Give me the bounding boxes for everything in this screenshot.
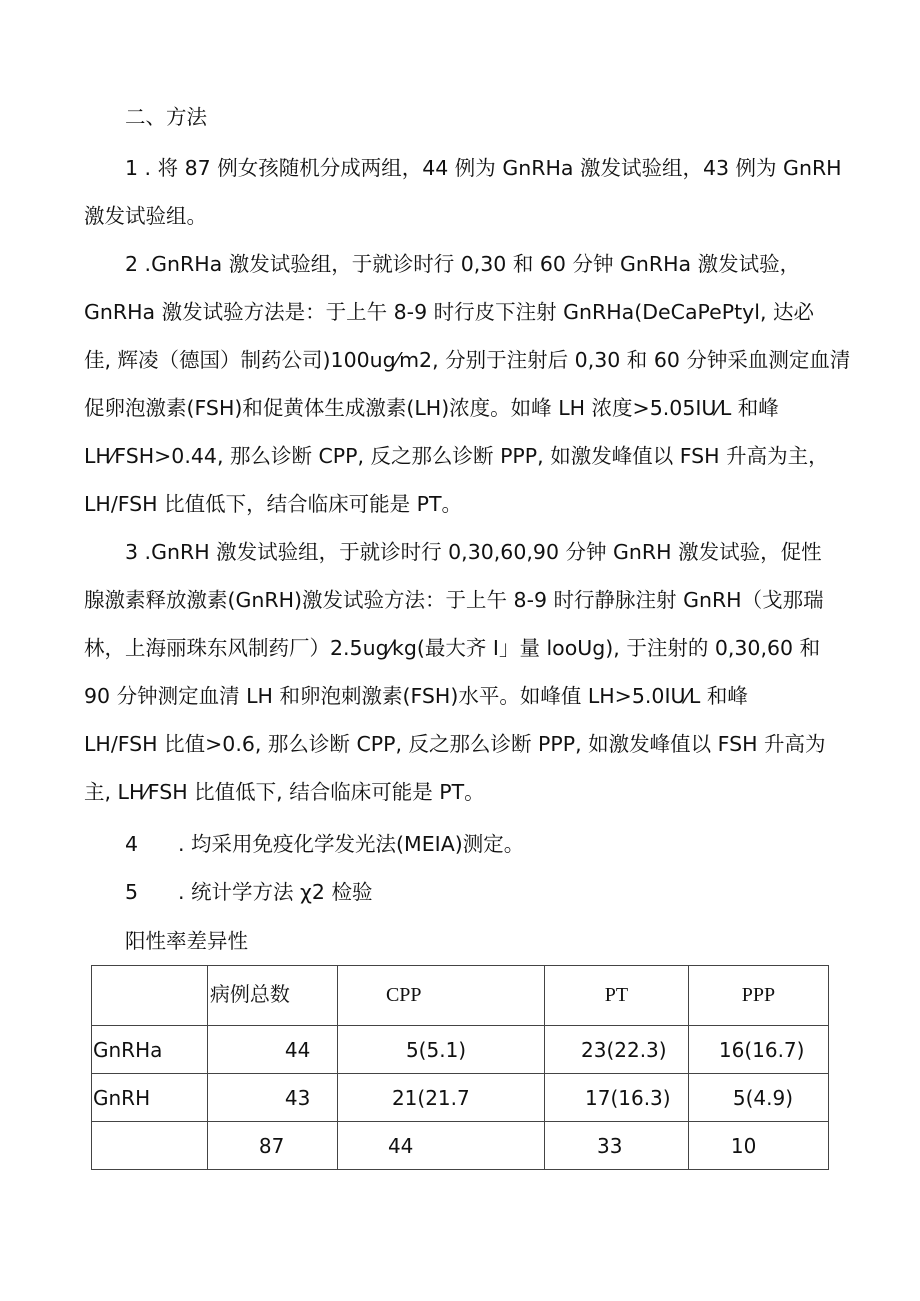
paragraph-3-line-3: 林，上海丽珠东风制药厂）2.5ug⁄kg(最大齐 I」量 looUg), 于注射的 0,30,60 和 xyxy=(84,636,821,660)
table-header-row xyxy=(92,966,829,1026)
table-row xyxy=(92,1122,829,1170)
cell-ppp: 16(16.7) xyxy=(688,1026,828,1074)
paragraph-3-line-5: LH/FSH 比值>0.6, 那么诊断 CPP, 反之那么诊断 PPP, 如激发峰值以 FSH 升高为 xyxy=(84,732,826,756)
paragraph-5-number: 5 xyxy=(125,880,139,904)
table-row xyxy=(92,1026,829,1074)
cell-pt: 17(16.3) xyxy=(545,1074,689,1122)
cell-total: 43 xyxy=(207,1074,337,1122)
cell-ppp: 5(4.9) xyxy=(688,1074,828,1122)
paragraph-2-line-3: 佳, 辉凌（德国）制药公司)100ug⁄m2, 分别于注射后 0,30 和 60 分钟采血测定血清 xyxy=(84,348,851,372)
header-cell-empty xyxy=(92,966,208,1026)
paragraph-4-number: 4 xyxy=(125,832,139,856)
header-cell-cpp: CPP xyxy=(337,966,544,1026)
cell-pt: 23(22.3) xyxy=(545,1026,689,1074)
cell-cpp: 44 xyxy=(337,1122,544,1170)
paragraph-2-line-2: GnRHa 激发试验方法是：于上午 8-9 时行皮下注射 GnRHa(DeCaPePtyl, 达必 xyxy=(84,300,815,324)
row-label xyxy=(92,1122,208,1170)
header-cell-total-cases: 病例总数 xyxy=(207,966,337,1026)
cell-total: 44 xyxy=(207,1026,337,1074)
section-heading: 二、方法 xyxy=(125,105,207,129)
paragraph-3-line-4: 90 分钟测定血清 LH 和卵泡刺激素(FSH)水平。如峰值 LH>5.0IU⁄L 和峰 xyxy=(84,684,748,708)
paragraph-3-line-2: 腺激素释放激素(GnRH)激发试验方法：于上午 8-9 时行静脉注射 GnRH（戈那瑞 xyxy=(84,588,824,612)
paragraph-2-line-5: LH⁄FSH>0.44, 那么诊断 CPP, 反之那么诊断 PPP, 如激发峰值以 FSH 升高为主， xyxy=(84,444,829,468)
header-cell-pt: PT xyxy=(545,966,689,1026)
paragraph-2-line-4: 促卵泡激素(FSH)和促黄体生成激素(LH)浓度。如峰 LH 浓度>5.05IU⁄L 和峰 xyxy=(84,396,779,420)
paragraph-3-line-1: 3 .GnRH 激发试验组，于就诊时行 0,30,60,90 分钟 GnRH 激发试验，促性 xyxy=(125,540,822,564)
row-label: GnRH xyxy=(92,1074,208,1122)
paragraph-5-text: . 统计学方法 χ2 检验 xyxy=(178,880,373,904)
cell-cpp: 21(21.7 xyxy=(337,1074,544,1122)
cell-cpp: 5(5.1) xyxy=(337,1026,544,1074)
cell-ppp: 10 xyxy=(688,1122,828,1170)
paragraph-1-line-2: 激发试验组。 xyxy=(84,204,207,228)
results-table xyxy=(91,965,829,1170)
cell-pt: 33 xyxy=(545,1122,689,1170)
paragraph-3-line-6: 主, LH⁄FSH 比值低下, 结合临床可能是 PT。 xyxy=(84,780,485,804)
paragraph-1-line-1: 1 . 将 87 例女孩随机分成两组，44 例为 GnRHa 激发试验组，43 例为 GnRH xyxy=(125,156,842,180)
table-caption: 阳性率差异性 xyxy=(125,929,248,953)
row-label: GnRHa xyxy=(92,1026,208,1074)
paragraph-4-text: . 均采用免疫化学发光法(MEIA)测定。 xyxy=(178,832,525,856)
cell-total: 87 xyxy=(207,1122,337,1170)
paragraph-2-line-6: LH/FSH 比值低下，结合临床可能是 PT。 xyxy=(84,492,463,516)
header-cell-ppp: PPP xyxy=(688,966,828,1026)
table-row xyxy=(92,1074,829,1122)
paragraph-2-line-1: 2 .GnRHa 激发试验组，于就诊时行 0,30 和 60 分钟 GnRHa 激发试验， xyxy=(125,252,801,276)
